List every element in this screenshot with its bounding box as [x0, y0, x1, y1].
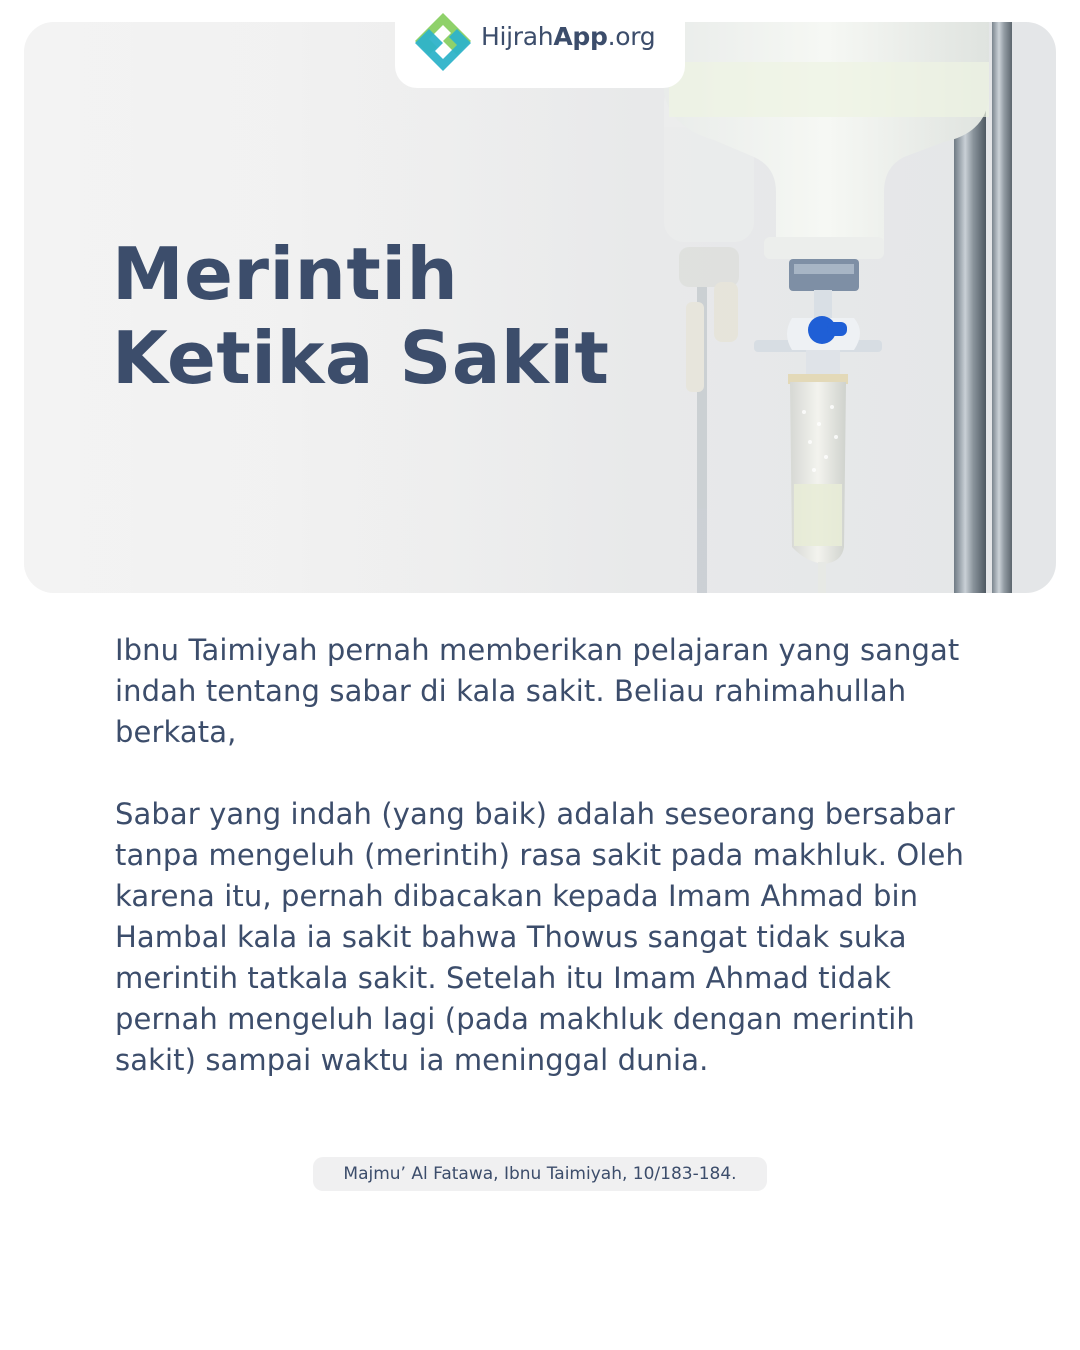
title-line-2: Ketika Sakit — [112, 316, 610, 400]
title-line-1: Merintih — [112, 232, 459, 316]
hijrahapp-logo-icon — [413, 11, 473, 73]
source-citation: Majmu’ Al Fatawa, Ibnu Taimiyah, 10/183-184. — [313, 1157, 767, 1191]
brand-name-prefix: Hijrah — [481, 22, 554, 51]
article-body — [115, 630, 965, 1081]
hero-card — [24, 22, 1056, 593]
paragraph-intro: Ibnu Taimiyah pernah memberikan pelajaran yang sangat indah tentang sabar di kala sakit. Beliau rahimahullah berkata, — [115, 633, 960, 749]
brand-name — [481, 22, 655, 51]
brand-name-bold: App — [553, 22, 608, 51]
page-title — [112, 232, 609, 400]
logo-tab — [395, 0, 685, 88]
brand-name-suffix: .org — [607, 22, 656, 51]
paragraph-quote: Sabar yang indah (yang baik) adalah seseorang bersabar tanpa mengeluh (merintih) rasa sakit pada makhluk. Oleh karena itu, pernah dibacakan kepada Imam Ahmad bin Hambal kala ia sakit bahwa Thowus sangat tidak suka merintih tatkala sakit. Setelah itu Imam Ahmad tidak pernah mengeluh lagi (pada makhluk dengan merintih sakit) sampai waktu ia meninggal dunia. — [115, 797, 964, 1077]
